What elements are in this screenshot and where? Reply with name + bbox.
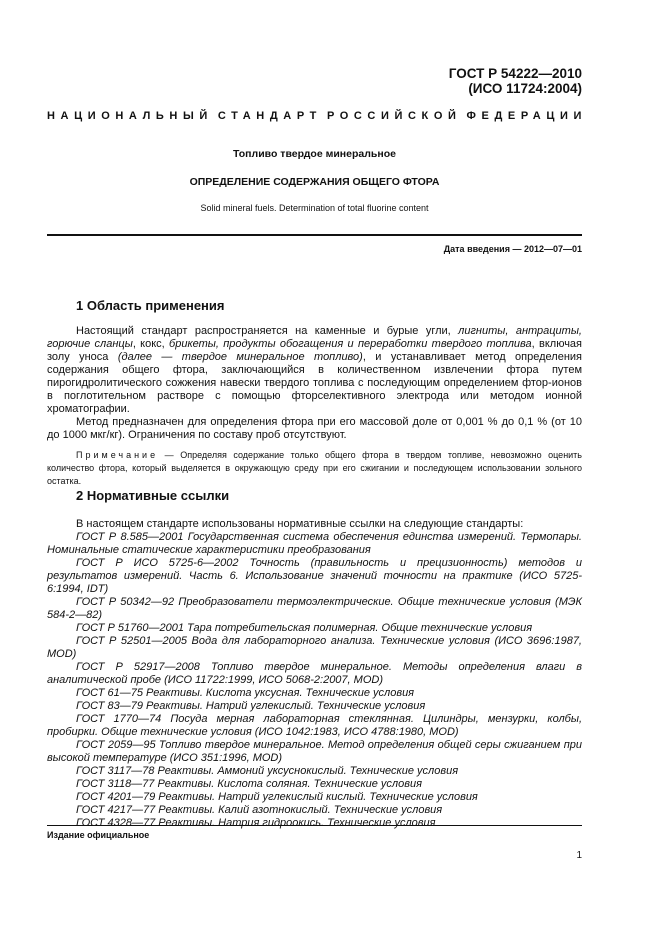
banner-word: ФЕДЕРАЦИИ: [466, 110, 587, 122]
standard-code: ГОСТ Р 54222—2010: [448, 66, 582, 81]
references-list: [47, 531, 582, 830]
note-text: — Определяя содержание только общего фтора в твердом топливе, невозможно оценить количество фтора, который выделяется в окружающую среду при его сжигании и последующем использовании зольного остатка.: [47, 450, 582, 486]
section-2-heading: 2 Нормативные ссылки: [76, 488, 230, 503]
reference-item: [47, 778, 582, 791]
document-title: ОПРЕДЕЛЕНИЕ СОДЕРЖАНИЯ ОБЩЕГО ФТОРА: [189, 176, 440, 188]
reference-text: ГОСТ Р 52917—2008 Топливо твердое минеральное. Методы определения влаги в аналитической пробе (ИСО 11722:1999, ИСО 5068-2:2007, MOD): [47, 661, 582, 686]
english-title: Solid mineral fuels. Determination of total fluorine content: [200, 203, 429, 213]
reference-text: ГОСТ Р 52501—2005 Вода для лабораторного анализа. Технические условия (ИСО 3696:1987, MOD): [47, 635, 582, 660]
reference-item: [47, 531, 582, 557]
reference-text: ГОСТ Р 51760—2001 Тара потребительская полимерная. Общие технические условия: [76, 622, 533, 634]
reference-item: [47, 661, 582, 687]
reference-text: ГОСТ Р ИСО 5725-6—2002 Точность (правильность и прецизионность) методов и результатов измерений. Часть 6. Использование значений точности на практике (ИСО 5725-6:1994, IDT): [47, 557, 582, 595]
reference-item: [47, 687, 582, 700]
reference-text: ГОСТ 4217—77 Реактивы. Калий азотнокислый. Технические условия: [76, 804, 443, 816]
text-segment: , кокс,: [132, 338, 170, 350]
reference-item: [47, 596, 582, 622]
section-2-body: [47, 518, 582, 830]
reference-text: ГОСТ 1770—74 Посуда мерная лабораторная стеклянная. Цилиндры, мензурки, колбы, пробирки. Общие технические условия (ИСО 1042:1983, ИСО 4788:1980, MOD): [47, 713, 582, 738]
section-1-heading: 1 Область применения: [76, 298, 225, 313]
note-label: Примечание: [76, 450, 159, 460]
text-segment: Настоящий стандарт распространяется на каменные и бурые угли,: [76, 325, 459, 337]
method-paragraph: Метод предназначен для определения фтора при его массовой доле от 0,001 % до 0,1 % (от 10 до 1000 мкг/кг). Ограничения по составу проб отсутствуют.: [47, 416, 582, 441]
introduction-date: Дата введения — 2012—07—01: [443, 244, 582, 254]
iso-code: (ИСО 11724:2004): [468, 81, 582, 96]
divider: [47, 234, 582, 236]
edition-label: Издание официальное: [47, 830, 150, 840]
reference-item: [47, 765, 582, 778]
title-category: Топливо твердое минеральное: [233, 148, 396, 160]
reference-text: ГОСТ 3117—78 Реактивы. Аммоний уксуснокислый. Технические условия: [76, 765, 459, 777]
text-segment: , и устанавливает метод определения содержания общего фтора, заключающийся в количественном извлечении фтора путем пирогидролитического сожжения навески твердого топлива с последующим определением фтор-ионов в поглотительном растворе с помощью фторселективного электрода или методом ионной хроматографии.: [47, 351, 582, 415]
note: [47, 449, 582, 488]
reference-text: ГОСТ Р 50342—92 Преобразователи термоэлектрические. Общие технические условия (МЭК 584-2—82): [47, 596, 582, 621]
footer-divider: [47, 825, 582, 826]
text-segment: лигниты, антрациты, горючие сланцы: [47, 325, 582, 350]
reference-text: ГОСТ 2059—95 Топливо твердое минеральное. Метод определения общей серы сжиганием при высокой температуре (ИСО 351:1996, MOD): [47, 739, 582, 764]
reference-item: [47, 713, 582, 739]
banner-word: СТАНДАРТ: [217, 110, 322, 122]
national-standard-banner: [47, 110, 587, 122]
reference-text: ГОСТ 61—75 Реактивы. Кислота уксусная. Технические условия: [76, 687, 415, 699]
section-1-body: [47, 325, 582, 488]
reference-item: [47, 622, 582, 635]
text-segment: брикеты, продукты обогащения и переработки твердого топлива: [169, 338, 532, 350]
reference-item: [47, 557, 582, 596]
scope-paragraph: [47, 325, 582, 416]
reference-text: ГОСТ 3118—77 Реактивы. Кислота соляная. Технические условия: [76, 778, 422, 790]
banner-word: РОССИЙСКОЙ: [326, 110, 462, 122]
page-number: 1: [576, 850, 582, 861]
reference-item: [47, 804, 582, 817]
references-intro: В настоящем стандарте использованы нормативные ссылки на следующие стандарты:: [76, 518, 524, 530]
reference-item: [47, 635, 582, 661]
reference-text: ГОСТ 4328—77 Реактивы. Натрия гидроокись. Технические условия: [76, 817, 436, 829]
reference-text: ГОСТ 4201—79 Реактивы. Натрий углекислый кислый. Технические условия: [76, 791, 478, 803]
reference-item: [47, 817, 582, 830]
reference-item: [47, 700, 582, 713]
reference-item: [47, 739, 582, 765]
reference-item: [47, 791, 582, 804]
text-segment: (далее — твердое минеральное топливо): [117, 351, 363, 363]
text-segment: , включая золу уноса: [47, 338, 583, 363]
reference-text: ГОСТ Р 8.585—2001 Государственная система обеспечения единства измерений. Термопары. Номинальные статические характеристики преобразования: [47, 531, 582, 556]
reference-text: ГОСТ 83—79 Реактивы. Натрий углекислый. Технические условия: [76, 700, 426, 712]
banner-word: НАЦИОНАЛЬНЫЙ: [47, 110, 213, 122]
